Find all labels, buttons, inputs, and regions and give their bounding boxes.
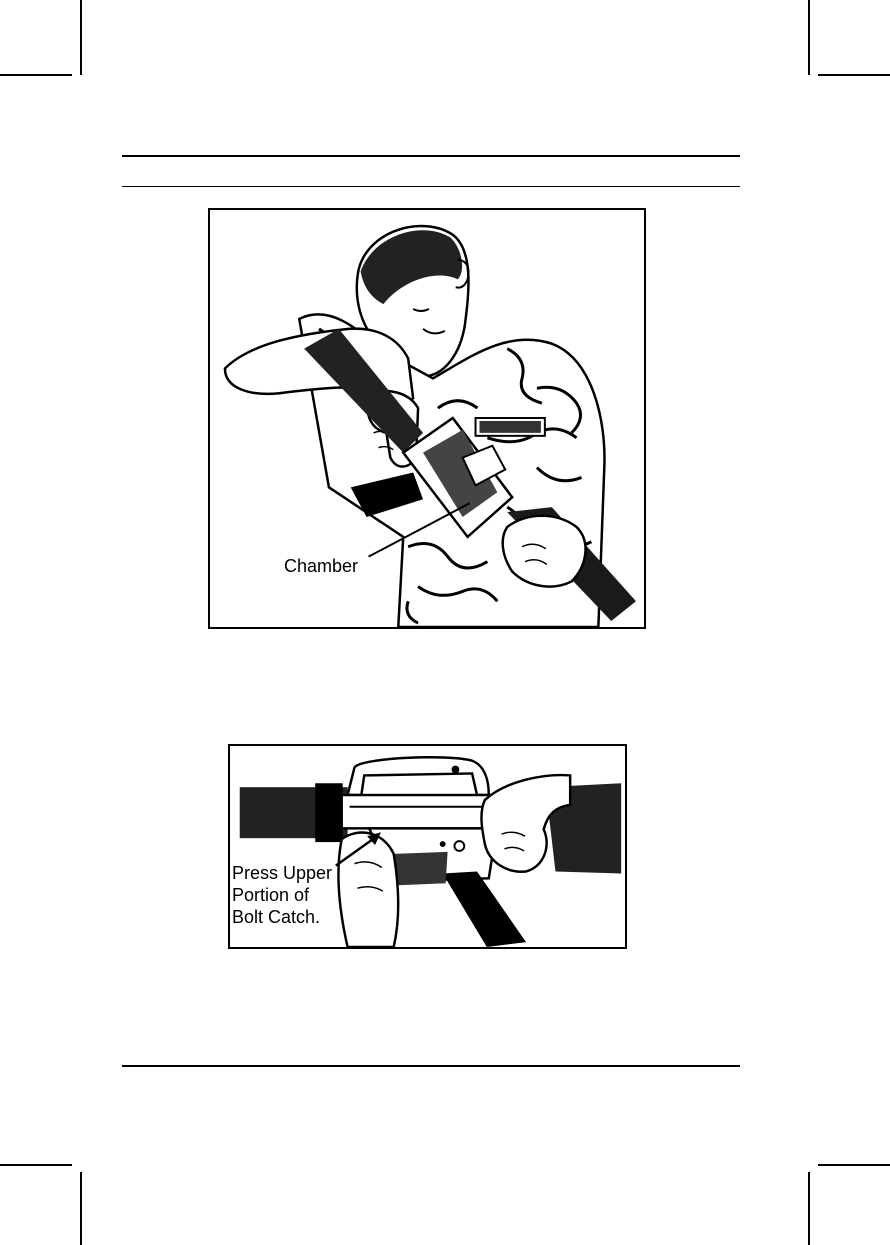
crop-mark-bottom-right-horizontal	[818, 1164, 890, 1166]
crop-mark-bottom-left-vertical	[80, 1172, 82, 1245]
bolt-catch-callout-line-3: Bolt Catch.	[232, 907, 321, 927]
header-rule-thin	[122, 186, 740, 187]
crop-mark-top-right-vertical	[808, 0, 810, 75]
soldier-rifle-illustration	[210, 210, 644, 627]
crop-mark-top-left-horizontal	[0, 74, 72, 76]
figure-bolt-catch	[228, 744, 627, 949]
bolt-catch-callout-line-1: Press Upper	[232, 863, 333, 883]
crop-mark-top-left-vertical	[80, 0, 82, 75]
header-rule-thick	[122, 155, 740, 157]
crop-mark-bottom-left-horizontal	[0, 1164, 72, 1166]
crop-mark-bottom-right-vertical	[808, 1172, 810, 1245]
crop-mark-top-right-horizontal	[818, 74, 890, 76]
bolt-catch-callout-line-2: Portion of	[232, 885, 310, 905]
chamber-callout-label: Chamber	[284, 556, 359, 576]
footer-rule	[122, 1065, 740, 1067]
figure-chamber-inspection	[208, 208, 646, 629]
